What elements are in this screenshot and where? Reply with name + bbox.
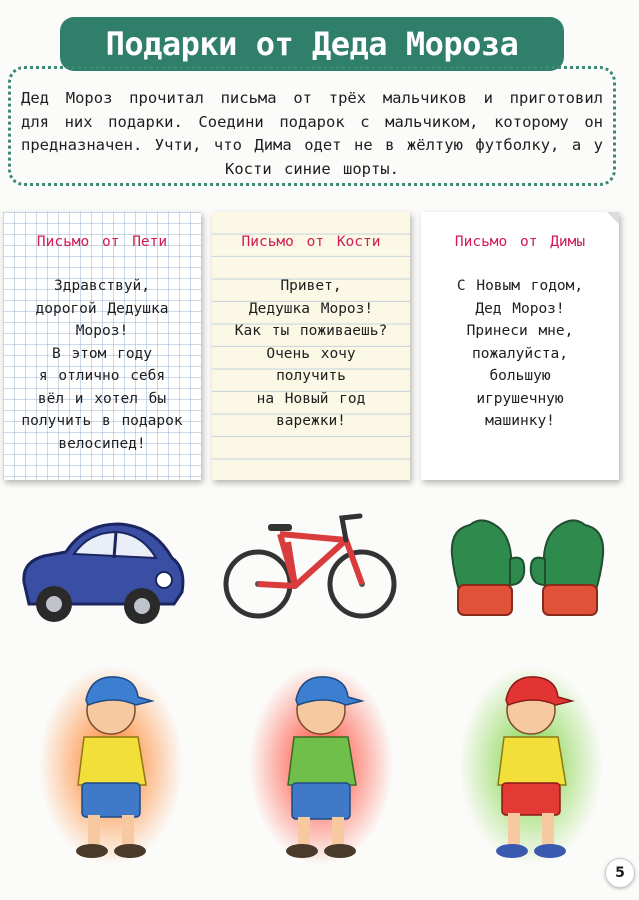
letter-body bbox=[421, 275, 619, 433]
letter-petya bbox=[3, 212, 201, 480]
letter-line: на Новый год bbox=[256, 390, 366, 407]
letter-line: С Новым годом, bbox=[456, 278, 584, 294]
letter-line: Очень хочу bbox=[266, 345, 356, 362]
letter-line: пожалуйста, bbox=[471, 345, 569, 362]
bicycle-icon[interactable] bbox=[220, 512, 400, 624]
letter-line: получить bbox=[276, 368, 346, 384]
letter-line: Как ты поживаешь? bbox=[234, 323, 388, 339]
letter-line: большую bbox=[489, 368, 551, 384]
letter-line: игрушечную bbox=[476, 390, 564, 407]
letter-dima bbox=[421, 212, 619, 480]
letter-line: дорогой Дедушка bbox=[35, 300, 169, 317]
letter-kostya bbox=[212, 212, 410, 480]
letter-body bbox=[212, 275, 410, 433]
letter-line: Дедушка Мороз! bbox=[248, 300, 374, 317]
letter-line: машинку! bbox=[485, 413, 555, 429]
task-box bbox=[8, 66, 616, 186]
page-curl bbox=[607, 212, 619, 224]
letter-line: Здравствуй, bbox=[53, 278, 151, 294]
letter-line: Привет, bbox=[280, 278, 342, 294]
toy-car-icon[interactable] bbox=[14, 512, 189, 627]
letter-line: велосипед! bbox=[58, 435, 146, 452]
letter-line: Принеси мне, bbox=[466, 323, 574, 339]
boy-figure[interactable] bbox=[36, 655, 186, 870]
letter-line: вёл и хотел бы bbox=[37, 390, 167, 407]
letter-heading: Письмо от Димы bbox=[454, 234, 586, 250]
task-text: Дед Мороз прочитал письма от трёх мальчиков и приготовил для них подарки. Соедини подарок с мальчиком, которому он предназначен. Учти, что Дима одет не в жёлтую футболку, а у Кости синие шорты. bbox=[21, 89, 603, 178]
letter-body bbox=[3, 275, 201, 455]
letter-line: Дед Мороз! bbox=[475, 300, 565, 317]
letter-heading: Письмо от Пети bbox=[36, 234, 168, 250]
letter-heading: Письмо от Кости bbox=[241, 234, 381, 250]
letter-line: Мороз! bbox=[75, 323, 129, 339]
page-title: Подарки от Деда Мороза bbox=[105, 25, 519, 63]
letter-line: получить в подарок bbox=[21, 413, 183, 429]
letter-line: я отлично себя bbox=[38, 368, 166, 384]
letter-line: В этом году bbox=[51, 345, 153, 362]
boy-figure[interactable] bbox=[456, 655, 606, 870]
page-title-banner bbox=[60, 17, 564, 71]
mittens-icon[interactable] bbox=[440, 515, 615, 627]
page-number: 5 bbox=[605, 858, 635, 888]
letter-line: варежки! bbox=[276, 413, 346, 429]
boy-figure[interactable] bbox=[246, 655, 396, 870]
